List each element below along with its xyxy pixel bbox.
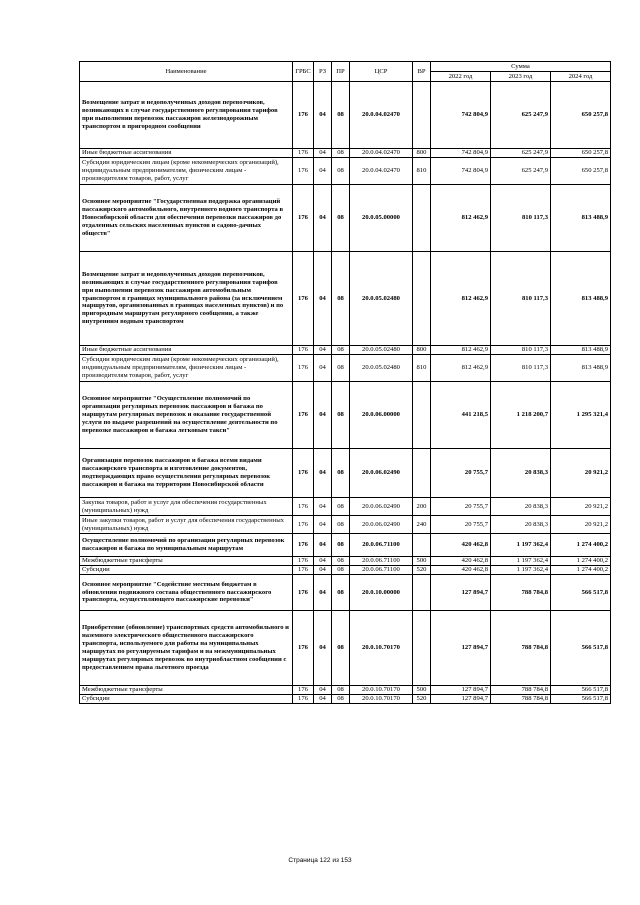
cell-name: Иные бюджетные ассигнования	[80, 346, 293, 355]
cell-grbs: 176	[293, 557, 314, 566]
cell-sum-2024: 566 517,8	[551, 611, 611, 686]
cell-rz: 04	[314, 557, 332, 566]
table-body	[80, 82, 611, 704]
cell-sum-2023: 810 117,3	[491, 355, 551, 382]
table-row	[80, 557, 611, 566]
header-csr: ЦСР	[350, 62, 413, 82]
cell-sum-2022: 127 894,7	[431, 686, 491, 695]
cell-name: Приобретение (обновление) транспортных средств автомобильного и наземного электрического общественного пассажирского транспорта, используемого для работы на муниципальных маршрутах по регулируемым тарифам и на межмуниципальных маршрутах регулярных перевозок во внутриобластном сообщении с предоставлением права льготного проезда	[80, 611, 293, 686]
cell-sum-2022: 20 755,7	[431, 498, 491, 516]
cell-vr: 240	[413, 516, 431, 534]
cell-rz: 04	[314, 355, 332, 382]
cell-pr: 08	[332, 252, 350, 346]
cell-vr: 520	[413, 566, 431, 575]
cell-vr	[413, 449, 431, 498]
cell-rz: 04	[314, 185, 332, 252]
cell-name: Иные закупки товаров, работ и услуг для обеспечения государственных (муниципальных) нужд	[80, 516, 293, 534]
cell-rz: 04	[314, 158, 332, 185]
cell-sum-2024: 813 488,9	[551, 252, 611, 346]
cell-rz: 04	[314, 149, 332, 158]
cell-name: Субсидии юридическим лицам (кроме некоммерческих организаций), индивидуальным предпринимателям, физическим лицам - производителям товаров, работ, услуг	[80, 355, 293, 382]
cell-sum-2023: 625 247,9	[491, 158, 551, 185]
cell-csr: 20.0.04.02470	[350, 82, 413, 149]
cell-vr: 500	[413, 686, 431, 695]
table-row	[80, 695, 611, 704]
table-row	[80, 252, 611, 346]
cell-sum-2022: 812 462,9	[431, 355, 491, 382]
cell-sum-2023: 788 784,8	[491, 575, 551, 611]
cell-vr	[413, 185, 431, 252]
cell-vr: 800	[413, 149, 431, 158]
cell-grbs: 176	[293, 575, 314, 611]
table-row	[80, 82, 611, 149]
cell-grbs: 176	[293, 449, 314, 498]
cell-sum-2024: 1 274 400,2	[551, 566, 611, 575]
cell-sum-2022: 742 804,9	[431, 149, 491, 158]
cell-vr: 200	[413, 498, 431, 516]
cell-sum-2022: 20 755,7	[431, 449, 491, 498]
cell-pr: 08	[332, 566, 350, 575]
cell-pr: 08	[332, 557, 350, 566]
cell-vr	[413, 611, 431, 686]
cell-sum-2023: 1 197 362,4	[491, 566, 551, 575]
cell-sum-2022: 742 804,9	[431, 158, 491, 185]
cell-pr: 08	[332, 185, 350, 252]
cell-pr: 08	[332, 158, 350, 185]
cell-pr: 08	[332, 695, 350, 704]
cell-pr: 08	[332, 346, 350, 355]
header-year-2024: 2024 год	[551, 72, 611, 82]
cell-sum-2022: 20 755,7	[431, 516, 491, 534]
cell-vr	[413, 575, 431, 611]
cell-sum-2023: 1 218 200,7	[491, 382, 551, 449]
cell-sum-2022: 441 218,5	[431, 382, 491, 449]
cell-sum-2023: 20 838,3	[491, 516, 551, 534]
cell-csr: 20.0.06.02490	[350, 498, 413, 516]
cell-sum-2024: 813 488,9	[551, 185, 611, 252]
cell-rz: 04	[314, 611, 332, 686]
cell-csr: 20.0.10.70170	[350, 695, 413, 704]
cell-name: Основное мероприятие "Осуществление полномочий по организации регулярных перевозок пассажиров и багажа по маршрутам регулярных перевозок и оказание государственной услуги по выдаче разрешений на осуществление деятельности по перевозке пассажиров и багажа легковым такси"	[80, 382, 293, 449]
cell-name: Межбюджетные трансферты	[80, 557, 293, 566]
cell-vr: 800	[413, 346, 431, 355]
table-row	[80, 534, 611, 557]
cell-rz: 04	[314, 346, 332, 355]
cell-pr: 08	[332, 82, 350, 149]
cell-csr: 20.0.04.02470	[350, 149, 413, 158]
cell-sum-2024: 20 921,2	[551, 449, 611, 498]
cell-grbs: 176	[293, 252, 314, 346]
cell-sum-2023: 810 117,3	[491, 346, 551, 355]
cell-sum-2024: 650 257,8	[551, 158, 611, 185]
cell-sum-2022: 812 462,9	[431, 252, 491, 346]
cell-vr: 520	[413, 695, 431, 704]
cell-sum-2024: 813 488,9	[551, 346, 611, 355]
table-row	[80, 346, 611, 355]
cell-pr: 08	[332, 686, 350, 695]
cell-pr: 08	[332, 575, 350, 611]
table-row	[80, 382, 611, 449]
cell-pr: 08	[332, 516, 350, 534]
cell-grbs: 176	[293, 695, 314, 704]
cell-csr: 20.0.05.02480	[350, 252, 413, 346]
cell-csr: 20.0.06.71100	[350, 566, 413, 575]
cell-grbs: 176	[293, 185, 314, 252]
cell-sum-2024: 20 921,2	[551, 498, 611, 516]
table-row	[80, 185, 611, 252]
table-row	[80, 516, 611, 534]
cell-name: Основное мероприятие "Содействие местным бюджетам в обновлении подвижного состава общественного пассажирского транспорта, осуществляющего пассажирские перевозки"	[80, 575, 293, 611]
cell-name: Межбюджетные трансферты	[80, 686, 293, 695]
header-name: Наименование	[80, 62, 293, 82]
cell-sum-2024: 1 295 321,4	[551, 382, 611, 449]
header-pr: ПР	[332, 62, 350, 82]
cell-grbs: 176	[293, 82, 314, 149]
cell-grbs: 176	[293, 566, 314, 575]
cell-grbs: 176	[293, 516, 314, 534]
header-sum: Сумма	[431, 62, 611, 72]
cell-name: Возмещение затрат и недополученных доходов перевозчиков, возникающих в случае государственного регулирования тарифов при выполнении перевозок пассажиров автомобильным транспортом в границах муниципального района (за исключением маршрутов, организованных в границах населенных пунктов) и по пригородным маршрутам регулярного сообщения, а также внутренним водным транспортом	[80, 252, 293, 346]
cell-sum-2024: 1 274 400,2	[551, 534, 611, 557]
cell-sum-2022: 127 894,7	[431, 695, 491, 704]
cell-vr: 500	[413, 557, 431, 566]
cell-pr: 08	[332, 611, 350, 686]
cell-sum-2024: 1 274 400,2	[551, 557, 611, 566]
cell-rz: 04	[314, 382, 332, 449]
cell-csr: 20.0.10.70170	[350, 686, 413, 695]
cell-rz: 04	[314, 686, 332, 695]
cell-rz: 04	[314, 695, 332, 704]
table-row	[80, 566, 611, 575]
header-grbs: ГРБС	[293, 62, 314, 82]
header-year-2023: 2023 год	[491, 72, 551, 82]
cell-vr: 810	[413, 355, 431, 382]
budget-table	[79, 61, 611, 704]
cell-sum-2022: 420 462,8	[431, 557, 491, 566]
header-rz: РЗ	[314, 62, 332, 82]
cell-sum-2024: 650 257,8	[551, 149, 611, 158]
cell-csr: 20.0.06.02490	[350, 516, 413, 534]
cell-sum-2023: 810 117,3	[491, 185, 551, 252]
cell-rz: 04	[314, 566, 332, 575]
cell-sum-2023: 625 247,9	[491, 149, 551, 158]
cell-name: Субсидии	[80, 695, 293, 704]
cell-grbs: 176	[293, 346, 314, 355]
cell-vr	[413, 252, 431, 346]
cell-sum-2022: 127 894,7	[431, 575, 491, 611]
cell-grbs: 176	[293, 686, 314, 695]
cell-name: Основное мероприятие "Государственная поддержка организаций пассажирского автомобильного, внутреннего водного транспорта в Новосибирской области для обеспечения перевозки пассажиров до отдаленных сельских населенных пунктов и садово-дачных обществ"	[80, 185, 293, 252]
cell-sum-2022: 127 894,7	[431, 611, 491, 686]
cell-sum-2023: 1 197 362,4	[491, 557, 551, 566]
cell-csr: 20.0.05.02480	[350, 355, 413, 382]
cell-pr: 08	[332, 498, 350, 516]
table-row	[80, 611, 611, 686]
cell-name: Осуществление полномочий по организации регулярных перевозок пассажиров и багажа по муниципальным маршрутам	[80, 534, 293, 557]
cell-pr: 08	[332, 449, 350, 498]
cell-grbs: 176	[293, 149, 314, 158]
cell-name: Организация перевозок пассажиров и багажа всеми видами пассажирского транспорта и изготовление документов, подтверждающих право осуществления регулярных перевозок пассажиров и багажа на территории Новосибирской области	[80, 449, 293, 498]
page-footer: Страница 122 из 153	[288, 857, 352, 864]
cell-grbs: 176	[293, 498, 314, 516]
cell-sum-2023: 810 117,3	[491, 252, 551, 346]
cell-sum-2023: 20 838,3	[491, 449, 551, 498]
cell-rz: 04	[314, 498, 332, 516]
cell-sum-2023: 788 784,8	[491, 695, 551, 704]
cell-rz: 04	[314, 575, 332, 611]
table-row	[80, 355, 611, 382]
cell-sum-2023: 625 247,9	[491, 82, 551, 149]
cell-csr: 20.0.06.02490	[350, 449, 413, 498]
table-row	[80, 498, 611, 516]
cell-name: Субсидии юридическим лицам (кроме некоммерческих организаций), индивидуальным предпринимателям, физическим лицам - производителям товаров, работ, услуг	[80, 158, 293, 185]
cell-vr	[413, 534, 431, 557]
cell-csr: 20.0.05.00000	[350, 185, 413, 252]
cell-rz: 04	[314, 449, 332, 498]
cell-pr: 08	[332, 149, 350, 158]
cell-sum-2024: 650 257,8	[551, 82, 611, 149]
cell-csr: 20.0.10.70170	[350, 611, 413, 686]
cell-vr	[413, 382, 431, 449]
cell-sum-2023: 20 838,3	[491, 498, 551, 516]
cell-rz: 04	[314, 516, 332, 534]
cell-csr: 20.0.06.71100	[350, 557, 413, 566]
cell-vr	[413, 82, 431, 149]
cell-grbs: 176	[293, 611, 314, 686]
cell-csr: 20.0.06.00000	[350, 382, 413, 449]
cell-sum-2022: 420 462,8	[431, 534, 491, 557]
cell-grbs: 176	[293, 355, 314, 382]
table-row	[80, 686, 611, 695]
cell-sum-2024: 566 517,8	[551, 575, 611, 611]
cell-sum-2024: 566 517,8	[551, 695, 611, 704]
cell-name: Субсидии	[80, 566, 293, 575]
cell-sum-2024: 20 921,2	[551, 516, 611, 534]
table-row	[80, 449, 611, 498]
cell-csr: 20.0.05.02480	[350, 346, 413, 355]
header-vr: ВР	[413, 62, 431, 82]
cell-rz: 04	[314, 534, 332, 557]
cell-csr: 20.0.06.71100	[350, 534, 413, 557]
cell-csr: 20.0.10.00000	[350, 575, 413, 611]
cell-sum-2023: 788 784,8	[491, 611, 551, 686]
cell-sum-2024: 813 488,9	[551, 355, 611, 382]
cell-pr: 08	[332, 355, 350, 382]
cell-sum-2023: 1 197 362,4	[491, 534, 551, 557]
cell-pr: 08	[332, 534, 350, 557]
table-row	[80, 149, 611, 158]
cell-rz: 04	[314, 82, 332, 149]
cell-vr: 810	[413, 158, 431, 185]
cell-name: Иные бюджетные ассигнования	[80, 149, 293, 158]
cell-sum-2024: 566 517,8	[551, 686, 611, 695]
header-year-2022: 2022 год	[431, 72, 491, 82]
table-row	[80, 575, 611, 611]
cell-sum-2022: 812 462,9	[431, 185, 491, 252]
cell-sum-2023: 788 784,8	[491, 686, 551, 695]
cell-csr: 20.0.04.02470	[350, 158, 413, 185]
cell-name: Возмещение затрат и недополученных доходов перевозчиков, возникающих в случае государственного регулирования тарифов при выполнении перевозок пассажиров железнодорожным транспортом в пригородном сообщении	[80, 82, 293, 149]
table-row	[80, 158, 611, 185]
cell-grbs: 176	[293, 382, 314, 449]
cell-pr: 08	[332, 382, 350, 449]
cell-sum-2022: 812 462,9	[431, 346, 491, 355]
cell-rz: 04	[314, 252, 332, 346]
cell-grbs: 176	[293, 534, 314, 557]
cell-sum-2022: 742 804,9	[431, 82, 491, 149]
cell-sum-2022: 420 462,8	[431, 566, 491, 575]
cell-name: Закупка товаров, работ и услуг для обеспечения государственных (муниципальных) нужд	[80, 498, 293, 516]
cell-grbs: 176	[293, 158, 314, 185]
